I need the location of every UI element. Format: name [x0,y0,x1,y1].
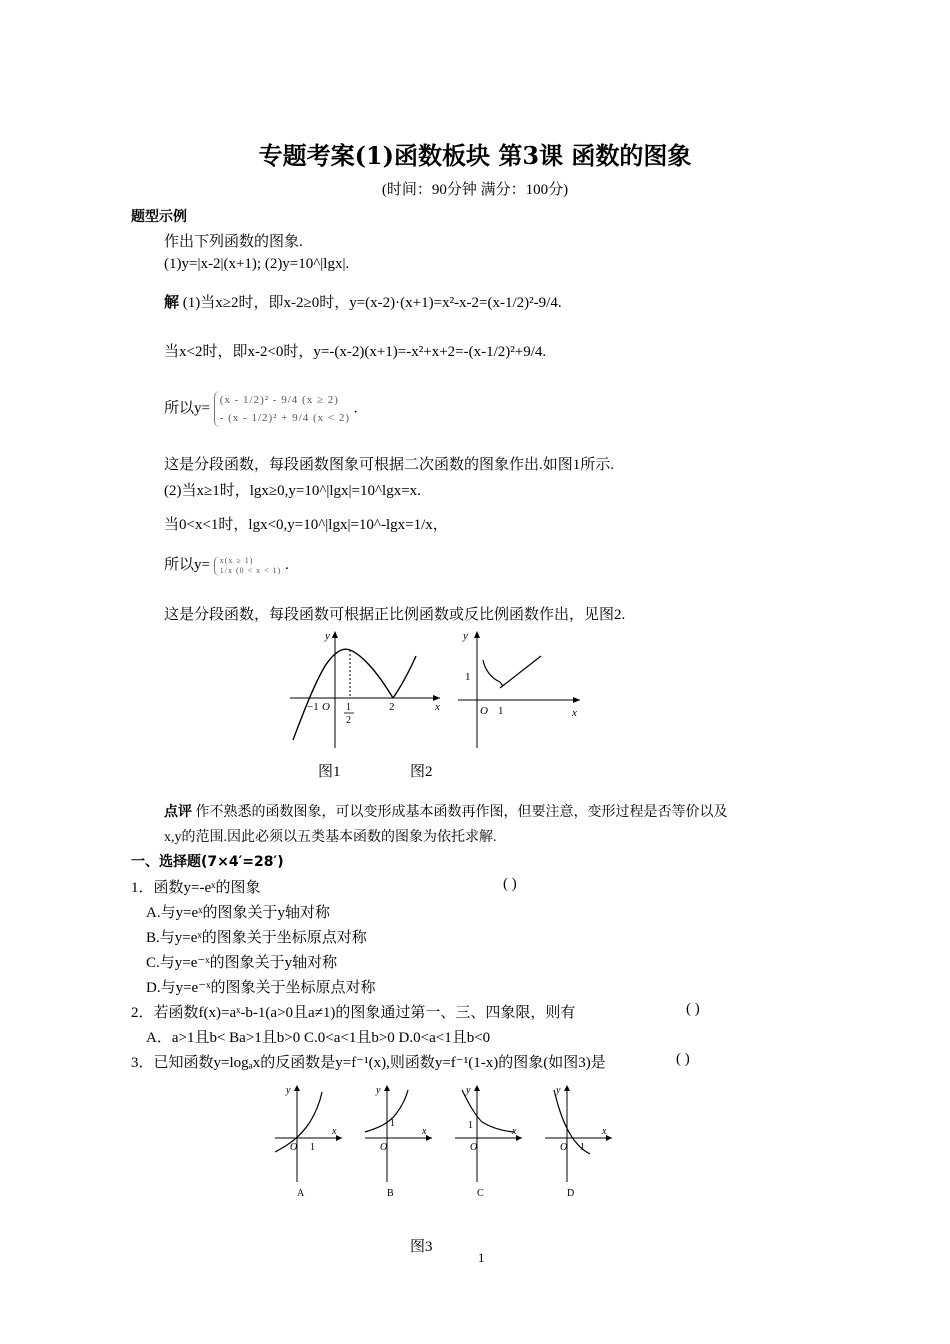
figure-3-caption: 图3 [410,1239,433,1255]
q2-stem: 2．若函数f(x)=aˣ-b-1(a>0且a≠1)的图象通过第一、三、四象限，则有 [131,1005,576,1021]
solution-line-1: 解 (1)当x≥2时，即x-2≥0时，y=(x-2)·(x+1)=x²-x-2=(x-1/2)²-9/4. [164,295,562,311]
svg-text:O: O [380,1142,388,1153]
fig1-origin-label: O [322,701,330,713]
figure-1-caption: 图1 [318,764,341,780]
svg-text:1: 1 [580,1142,585,1153]
page-number: 1 [478,1250,485,1265]
fig3-option-a-graph [270,1082,350,1202]
fig1-y-label: y [325,630,330,642]
fig3-label-d: D [567,1188,575,1199]
q3-answer-bracket: ( ) [676,1051,690,1067]
comment-label: 点评 [164,805,192,820]
fig3-option-b-graph [360,1082,440,1202]
example-prompt: 作出下列函数的图象. [164,234,303,250]
piecewise-function-1: (x - 1/2)² - 9/4 (x ≥ 2) - (x - 1/2)² + 9/4 (x < 2) [214,391,350,427]
example-heading: 题型示例 [131,209,187,225]
solution-line-5: (2)当x≥1时，lgx≥0,y=10^|lgx|=10^lgx=x. [164,483,421,499]
q1-option-c: C.与y=e⁻ˣ的图象关于y轴对称 [146,955,338,971]
fig3-option-d-graph [540,1082,620,1202]
fig2-y-label: y [463,630,468,642]
solution-line-4: 这是分段函数，每段函数图象可根据二次函数的图象作出.如图1所示. [164,457,615,473]
svg-text:O: O [290,1142,298,1153]
q2-answer-bracket: ( ) [686,1001,700,1017]
svg-text:1: 1 [310,1142,315,1153]
section-heading: 一、选择题(7×4′=28′) [131,854,284,870]
svg-text:y: y [466,1085,471,1096]
solution-line-8: 这是分段函数，每段函数可根据正比例函数或反比例函数作出，见图2. [164,607,626,623]
q2-options: A．a>1且b< Ba>1且b>0 C.0<a<1且b>0 D.0<a<1且b<0 [146,1030,491,1046]
fig2-one-x-label: 1 [498,705,504,717]
fig3-label-a: A [297,1188,305,1199]
svg-text:1: 1 [390,1118,395,1129]
page-title: 专题考案(1)函数板块 第3课 函数的图象 [258,141,692,170]
svg-text:y: y [376,1085,381,1096]
fig1-x-label: x [435,701,440,713]
fig1-two-label: 2 [389,701,395,713]
q1-stem: 1．函数y=-eˣ的图象 [131,880,261,896]
fig2-origin-label: O [480,705,488,717]
piecewise-function-2: x(x ≥ 1) 1/x (0 < x < 1) [214,556,282,576]
svg-text:O: O [470,1142,478,1153]
svg-text:y: y [286,1085,291,1096]
fig1-half-den: 2 [346,715,351,726]
fig3-label-b: B [387,1188,394,1199]
svg-text:O: O [560,1142,568,1153]
solution-line-3: 所以y= (x - 1/2)² - 9/4 (x ≥ 2) - (x - 1/2)² + 9/4 (x < 2) . [164,391,358,427]
fig1-neg1-label: −1 [307,701,319,713]
svg-text:x: x [602,1126,607,1137]
fig1-half-num: 1 [346,702,351,713]
figure-2-graph [455,628,585,750]
fig2-one-y-label: 1 [465,671,471,683]
page-subtitle: (时间：90分钟 满分：100分) [381,182,569,198]
example-parts: (1)y=|x-2|(x+1); (2)y=10^|lgx|. [164,256,350,272]
svg-text:1: 1 [468,1120,473,1131]
solution-line-6: 当0<x<1时，lgx<0,y=10^|lgx|=10^-lgx=1/x， [164,517,448,533]
fig3-label-c: C [477,1188,484,1199]
q1-option-b: B.与y=eˣ的图象关于坐标原点对称 [146,930,367,946]
svg-text:y: y [556,1085,561,1096]
q1-option-a: A.与y=eˣ的图象关于y轴对称 [146,905,331,921]
svg-text:x: x [422,1126,427,1137]
solution-line-2: 当x<2时，即x-2<0时，y=-(x-2)(x+1)=-x²+x+2=-(x-1/2)²+9/4. [164,344,547,360]
figure-2-caption: 图2 [410,764,433,780]
fig3-option-c-graph [450,1082,530,1202]
q1-option-d: D.与y=e⁻ˣ的图象关于坐标原点对称 [146,980,376,996]
q1-answer-bracket: ( ) [503,876,517,892]
q3-stem: 3．已知函数y=logₐx的反函数是y=f⁻¹(x),则函数y=f⁻¹(1-x)的图象(如图3)是 [131,1055,606,1071]
comment-line-1: 点评 作不熟悉的函数图象，可以变形成基本函数再作图，但要注意，变形过程是否等价以及 [164,805,728,820]
figure-1-graph [285,628,445,750]
fig2-x-label: x [572,707,577,719]
comment-line-2: x,y的范围.因此必须以五类基本函数的图象为依托求解. [164,830,497,845]
solution-label: 解 [164,295,180,311]
svg-text:x: x [512,1126,517,1137]
solution-line-7: 所以y= x(x ≥ 1) 1/x (0 < x < 1) . [164,555,289,575]
svg-text:x: x [332,1126,337,1137]
